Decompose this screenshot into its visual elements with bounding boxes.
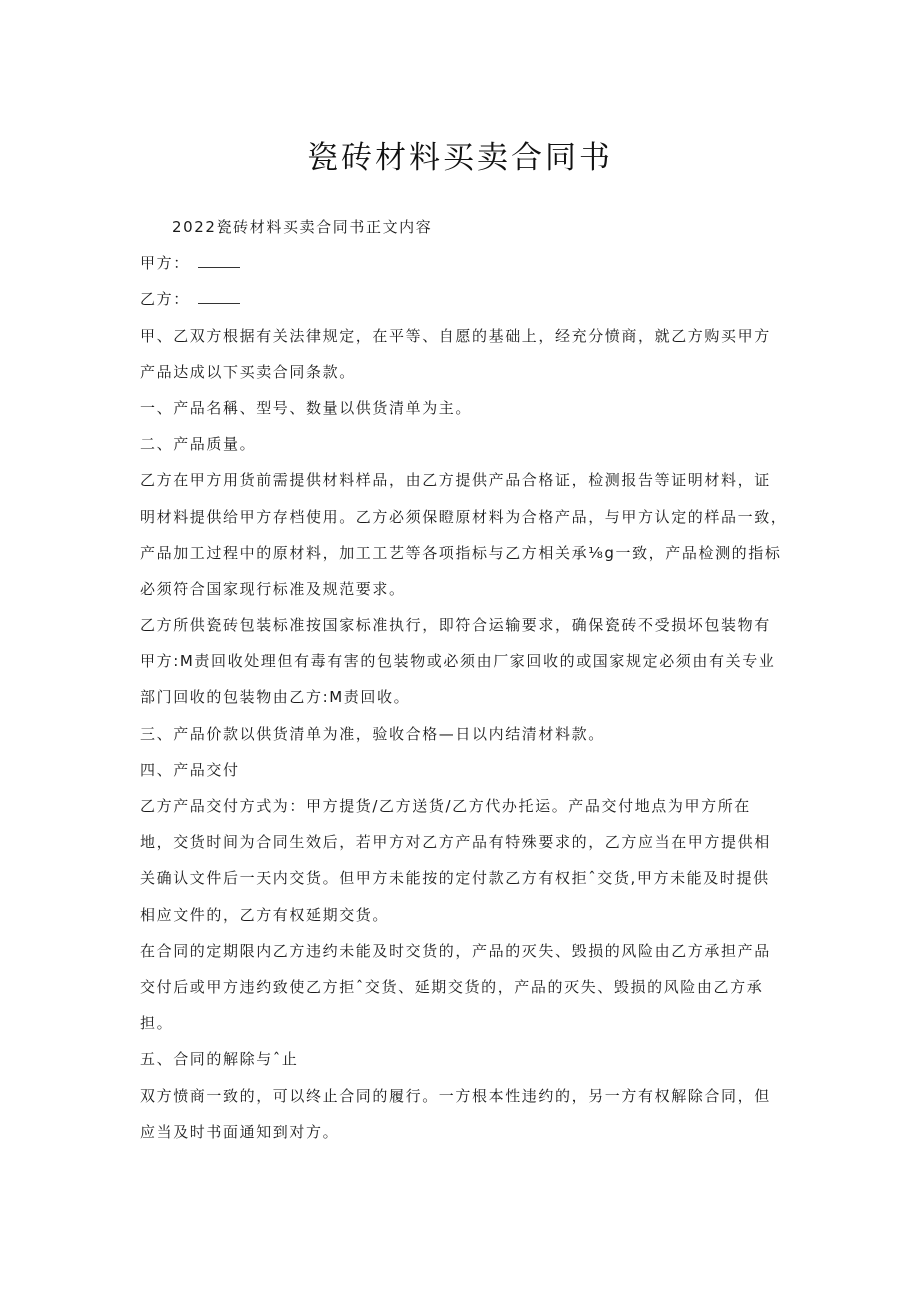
party-b-blank — [198, 289, 240, 304]
text-line: 地，交货时间为合同生效后，若甲方对乙方产品有特殊要求的，乙方应当在甲方提供相 — [140, 833, 771, 852]
document-subtitle: 2022瓷砖材料买卖合同书正文内容 — [172, 218, 433, 236]
text-line: 担。 — [140, 1014, 174, 1033]
section-heading: 四、产品交付 — [140, 760, 240, 779]
text-line: 明材料提供给甲方存档使用。乙方必须保瞪原材料为合格产品，与甲方认定的样品一致， — [140, 507, 788, 526]
text-line: 必须符合国家现行标准及规范要求。 — [140, 579, 406, 598]
text-line: 关确认文件后一天内交货。但甲方未能按的定付款乙方有权拒ˆ交货,甲方未能及时提供 — [140, 869, 770, 888]
text-line: 交付后或甲方违约致使乙方拒ˆ交货、延期交货的，产品的灭失、毁损的风险由乙方承 — [140, 977, 764, 996]
text-line: 部门回收的包装物由乙方:M责回收。 — [140, 688, 411, 707]
text-line: 双方愤商一致的，可以终止合同的履行。一方根本性违约的，另一方有权解除合同，但 — [140, 1086, 771, 1105]
text-line: 产品加工过程中的原材料，加工工艺等各项指标与乙方相关承⅛g一致，产品检测的指标 — [140, 543, 782, 562]
party-a-label: 甲方： — [140, 254, 190, 273]
text-line: 应当及时书面通知到对方。 — [140, 1122, 340, 1141]
text-line: 甲、乙双方根据有关法律规定，在平等、自愿的基础上，经充分愤商，就乙方购买甲方 — [140, 326, 771, 345]
section-heading: 一、产品名稱、型号、数量以供货清单为主。 — [140, 398, 473, 417]
document-body — [140, 209, 800, 1150]
text-line: 甲方:M责回收处理但有毒有害的包装物或必须由厂家回收的或国家规定必须由有关专业 — [140, 652, 776, 671]
text-line: 相应文件的，乙方有权延期交货。 — [140, 905, 390, 924]
text-line: 乙方在甲方用货前需提供材料样品，由乙方提供产品合格证，检测报告等证明材料，证 — [140, 471, 771, 490]
party-b-label: 乙方： — [140, 290, 190, 309]
section-heading: 五、合同的解除与ˆ止 — [140, 1050, 299, 1069]
section-heading: 三、产品价款以供货清单为准，验收合格—日以内结清材料款。 — [140, 724, 605, 743]
document-title: 瓷砖材料买卖合同书 — [307, 140, 613, 176]
text-line: 乙方产品交付方式为：甲方提货/乙方送货/乙方代办托运。产品交付地点为甲方所在 — [140, 797, 751, 815]
party-a-line — [140, 245, 800, 281]
text-line: 产品达成以下买卖合同条款。 — [140, 362, 356, 381]
section-heading: 二、产品质量。 — [140, 435, 257, 454]
text-line: 乙方所供瓷砖包装标准按国家标准执行，即符合运输要求，确保瓷砖不受损坏包装物有 — [140, 616, 771, 635]
party-b-line — [140, 281, 800, 317]
party-a-blank — [198, 253, 240, 268]
text-line: 在合同的定期限内乙方违约未能及时交货的，产品的灭失、毁损的风险由乙方承担产品 — [140, 941, 771, 960]
